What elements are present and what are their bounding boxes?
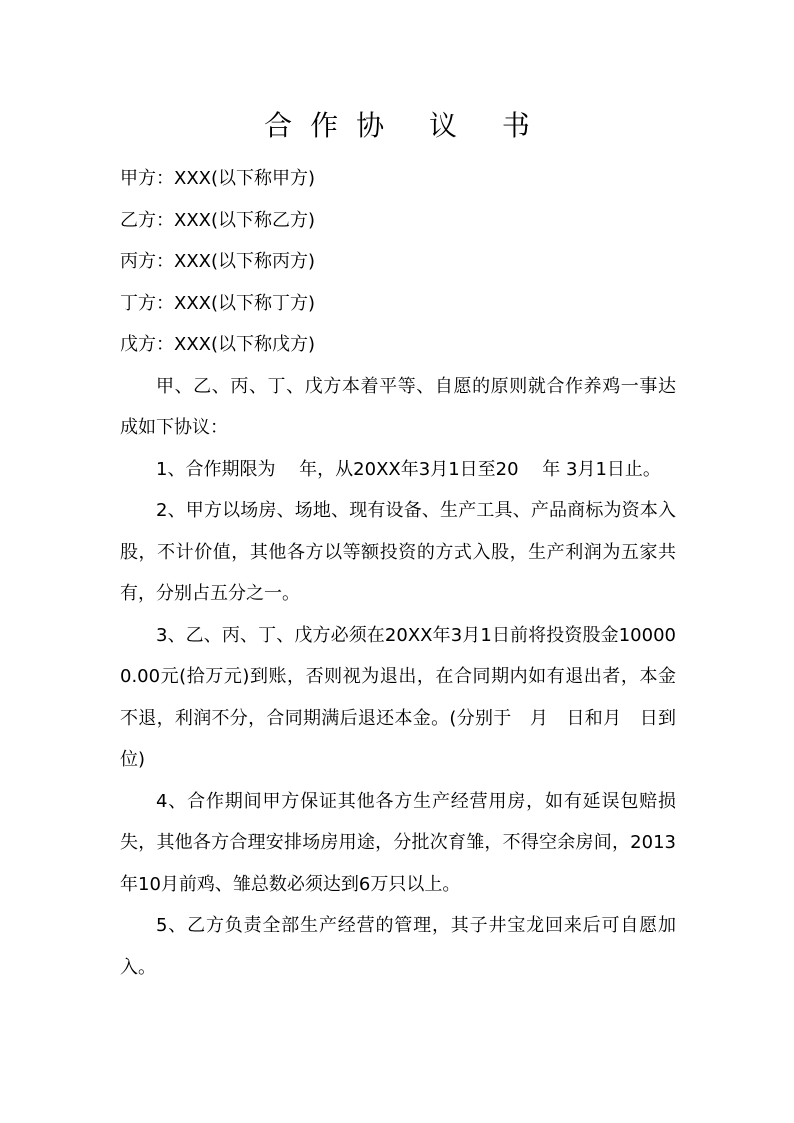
party-ding: 丁方：XXX(以下称丁方)	[120, 292, 316, 314]
party-wu: 戊方：XXX(以下称戊方)	[120, 334, 316, 355]
agreement-intro: 甲、乙、丙、丁、戊方本着平等、自愿的原则就合作养鸡一事达成如下协议：	[120, 375, 676, 438]
clause-4-premises: 4、合作期间甲方保证其他各方生产经营用房，如有延误包赔损失，其他各方合理安排场房用途，分批次育雏，不得空余房间，2013年10月前鸡、雏总数必须达到6万只以上。	[120, 790, 676, 895]
clause-3-investment: 3、乙、丙、丁、戊方必须在20XX年3月1日前将投资股金100000.00元(拾万元)到账，否则视为退出，在合同期内如有退出者，本金不退，利润不分，合同期满后退还本金。(分别于 月 日和月 日到位)	[120, 624, 676, 770]
party-jia: 甲方：XXX(以下称甲方)	[120, 168, 316, 189]
document-body	[120, 158, 676, 988]
clause-5-management: 5、乙方负责全部生产经营的管理，其子井宝龙回来后可自愿加入。	[120, 915, 676, 978]
document-title: 合作协 议 书	[264, 109, 548, 142]
clause-1-term: 1、合作期限为 年，从20XX年3月1日至20 年 3月1日止。	[156, 458, 661, 480]
party-yi: 乙方：XXX(以下称乙方)	[120, 209, 316, 231]
party-bing: 丙方：XXX(以下称丙方)	[120, 251, 316, 272]
clause-2-capital: 2、甲方以场房、场地、现有设备、生产工具、产品商标为资本入股，不计价值，其他各方以等额投资的方式入股，生产利润为五家共有，分别占五分之一。	[120, 500, 676, 604]
